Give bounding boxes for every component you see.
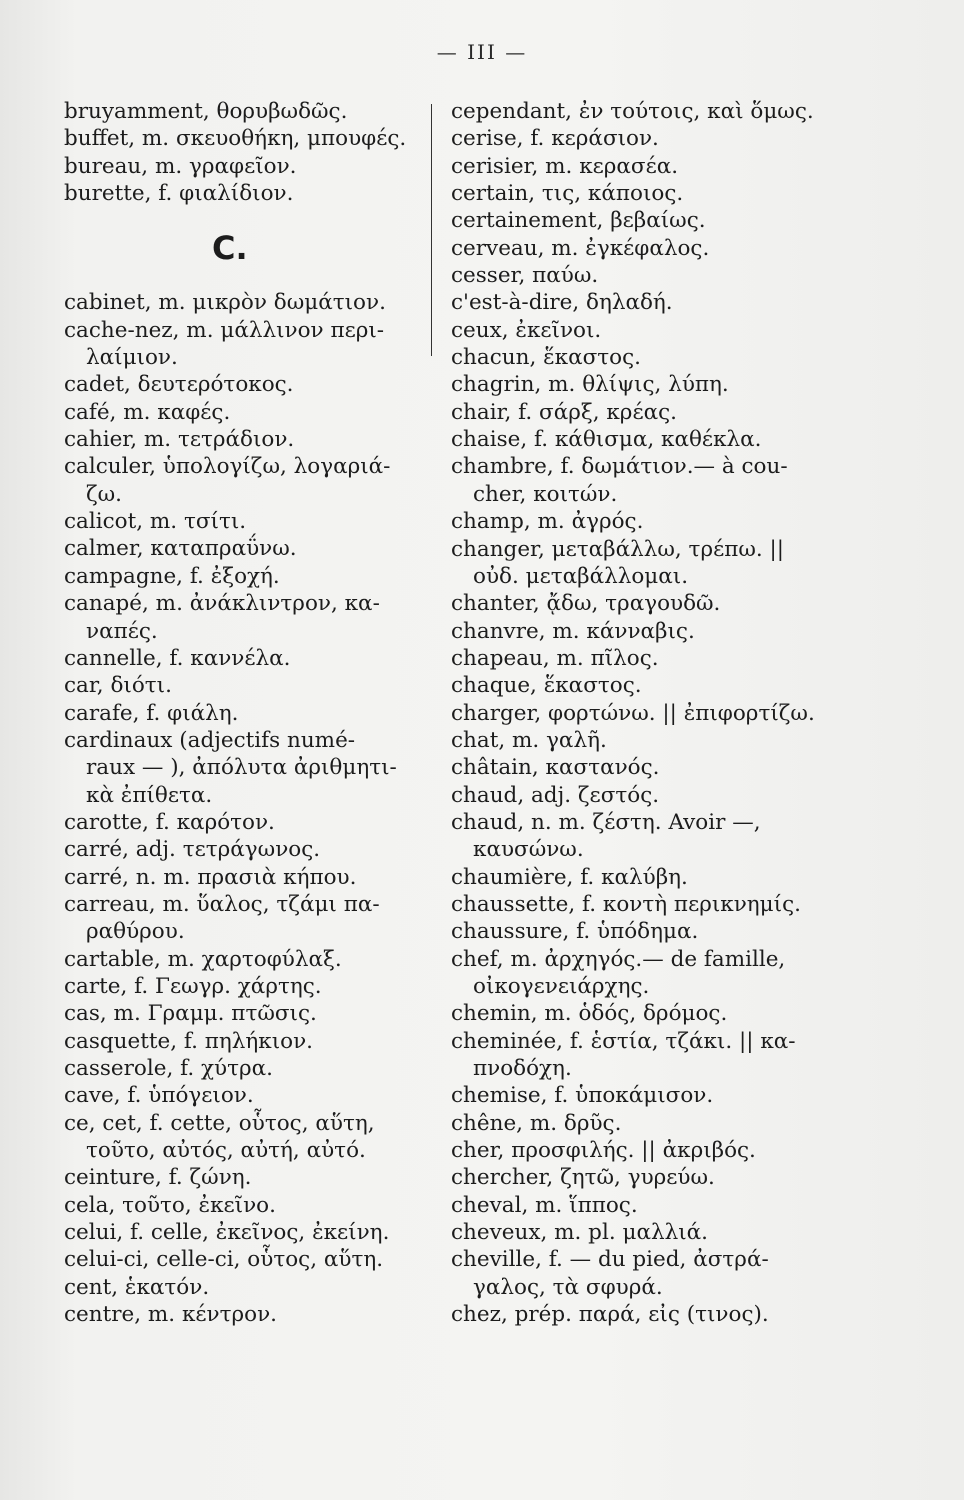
dictionary-entry-line: bruyamment, θορυβωδῶς. (64, 99, 348, 124)
dictionary-entry-line: chanvre, m. κάνναβις. (451, 618, 695, 644)
dictionary-entry-line: chez, prép. παρά, εἰς (τινος). (451, 1302, 769, 1328)
dictionary-entry-line: cave, f. ὑπόγειον. (64, 1083, 254, 1109)
dictionary-entry-line: celui, f. celle, ἐκεῖνος, ἐκείνη. (64, 1220, 390, 1246)
dictionary-entry-line: τοῦτο, αὐτός, αὐτή, αὐτό. (86, 1138, 366, 1164)
dictionary-entry-line: chanter, ᾄδω, τραγουδῶ. (451, 591, 721, 617)
dictionary-entry-line: chair, f. σάρξ, κρέας. (451, 399, 677, 425)
dictionary-entry-line: chat, m. γαλῆ. (451, 727, 607, 753)
dictionary-entry-line: ceinture, f. ζώνη. (64, 1165, 252, 1191)
dictionary-entry-line: cheval, m. ἵππος. (451, 1192, 638, 1218)
dictionary-entry-line: casquette, f. πηλήκιον. (64, 1028, 313, 1054)
dictionary-entry-line: chambre, f. δωμάτιον.— à cou- (451, 454, 788, 480)
dictionary-entry-line: cher, προσφιλής. || ἀκριβός. (451, 1138, 756, 1164)
dictionary-entry-line: calicot, m. τσίτι. (64, 509, 247, 535)
dictionary-entry-line: οἰκογενειάρχης. (473, 974, 650, 999)
dictionary-entry-line: cependant, ἐν τούτοις, καὶ ὅμως. (451, 99, 814, 124)
dictionary-entry-line: cerisier, m. κερασέα. (451, 153, 679, 179)
dictionary-entry-line: cas, m. Γραμμ. πτῶσις. (64, 1001, 317, 1027)
dictionary-entry-line: cheveux, m. pl. μαλλιά. (451, 1220, 709, 1246)
dictionary-entry-line: chaussette, f. κοντὴ περικνημίς. (451, 891, 801, 917)
dictionary-entry-line: cheville, f. — du pied, ἀστρά- (451, 1247, 769, 1273)
dictionary-entry-line: chêne, m. δρῦς. (451, 1110, 622, 1136)
dictionary-entry-line: buffet, m. σκευοθήκη, μπουφές. (64, 126, 407, 152)
dictionary-entry-line: chaud, adj. ζεστός. (451, 782, 660, 808)
dictionary-entry-line: carré, n. m. πρασιὰ κήπου. (64, 864, 357, 890)
dictionary-entry-line: ραθύρου. (86, 919, 185, 945)
dictionary-entry-line: calculer, ὑπολογίζω, λογαριά- (64, 454, 391, 480)
dictionary-entry-line: cheminée, f. ἑστία, τζάκι. || κα- (451, 1028, 796, 1054)
dictionary-entry-line: πνοδόχη. (473, 1056, 572, 1082)
dictionary-entry-line: centre, m. κέντρον. (64, 1302, 278, 1328)
dictionary-entry-line: châtain, καστανός. (451, 755, 660, 781)
dictionary-entry-line: changer, μεταβάλλω, τρέπω. || (451, 536, 785, 562)
dictionary-entry-line: chagrin, m. θλίψις, λύπη. (451, 372, 729, 398)
dictionary-entry-line: certainement, βεβαίως. (451, 208, 706, 234)
dictionary-entry-line: cadet, δευτερότοκος. (64, 372, 294, 398)
dictionary-entry-line: raux — ), ἀπόλυτα ἀριθμητι- (86, 755, 397, 781)
left-column (64, 98, 420, 1328)
dictionary-entry-line: cartable, m. χαρτοφύλαξ. (64, 946, 342, 972)
dictionary-entry-line: ce, cet, f. cette, οὗτος, αὕτη, (64, 1110, 375, 1136)
dictionary-entry-line: cannelle, f. καννέλα. (64, 645, 291, 671)
dictionary-entry-line: chef, m. ἀρχηγός.— de famille, (451, 946, 786, 972)
section-letter: C. (212, 229, 248, 268)
dictionary-entry-line: cardinaux (adjectifs numé- (64, 727, 356, 753)
dictionary-entry-line: campagne, f. ἐξοχή. (64, 563, 280, 589)
dictionary-entry-line: canapé, m. ἀνάκλιντρον, κα- (64, 591, 380, 617)
dictionary-entry-line: chapeau, m. πῖλος. (451, 645, 659, 671)
dictionary-entry-line: γαλος, τὰ σφυρά. (473, 1274, 663, 1300)
dictionary-entry-line: charger, φορτώνω. || ἐπιφορτίζω. (451, 700, 815, 726)
dictionary-entry-line: ceux, ἐκεῖνοι. (451, 317, 602, 343)
dictionary-entry-line: burette, f. φιαλίδιον. (64, 181, 294, 207)
dictionary-entry-line: chemise, f. ὑποκάμισον. (451, 1083, 714, 1109)
dictionary-entry-line: cabinet, m. μικρὸν δωμάτιον. (64, 290, 386, 316)
dictionary-entry-line: cerveau, m. ἐγκέφαλος. (451, 235, 710, 261)
dictionary-entry-line: car, διότι. (64, 673, 172, 699)
dictionary-entry-line: cent, ἑκατόν. (64, 1274, 210, 1300)
dictionary-entry-line: cela, τοῦτο, ἐκεῖνο. (64, 1192, 276, 1218)
dictionary-entry-line: café, m. καφές. (64, 399, 231, 425)
dictionary-entry-line: cahier, m. τετράδιον. (64, 427, 295, 453)
dictionary-entry-line: carafe, f. φιάλη. (64, 700, 239, 726)
dictionary-entry-line: cesser, παύω. (451, 263, 599, 289)
dictionary-entry-line: celui-ci, celle-ci, οὗτος, αὕτη. (64, 1247, 384, 1273)
dictionary-entry-line: chaussure, f. ὑπόδημα. (451, 919, 699, 945)
dictionary-entry-line: λαίμιον. (86, 345, 178, 371)
dictionary-entry-line: κὰ ἐπίθετα. (86, 782, 213, 808)
dictionary-entry-line: οὐδ. μεταβάλλομαι. (473, 563, 689, 589)
dictionary-entry-line: carte, f. Γεωγρ. χάρτης. (64, 973, 322, 999)
dictionary-entry-line: chaise, f. κάθισμα, καθέκλα. (451, 427, 762, 453)
dictionary-entry-line: certain, τις, κάποιος. (451, 181, 684, 207)
right-column (451, 98, 821, 1328)
dictionary-entry-line: chaumière, f. καλύβη. (451, 864, 688, 890)
page-number: — III — (436, 40, 528, 64)
dictionary-entry-line: carreau, m. ὕαλος, τζάμι πα- (64, 891, 380, 917)
dictionary-entry-line: chacun, ἕκαστος. (451, 345, 641, 371)
dictionary-entry-line: champ, m. ἀγρός. (451, 509, 644, 535)
column-divider (431, 104, 432, 356)
dictionary-entry-line: ναπές. (86, 618, 158, 644)
dictionary-entry-line: cerise, f. κεράσιον. (451, 126, 659, 152)
dictionary-entry-line: καυσώνω. (473, 837, 584, 863)
dictionary-entry-line: cache-nez, m. μάλλινον περι- (64, 317, 385, 343)
dictionary-entry-line: ζω. (86, 481, 123, 507)
dictionary-entry-line: cher, κοιτών. (473, 481, 618, 507)
dictionary-entry-line: chercher, ζητῶ, γυρεύω. (451, 1165, 715, 1191)
dictionary-entry-line: calmer, καταπραΰνω. (64, 536, 297, 562)
dictionary-entry-line: bureau, m. γραφεῖον. (64, 153, 297, 179)
dictionary-entry-line: carotte, f. καρότον. (64, 809, 275, 835)
dictionary-entry-line: carré, adj. τετράγωνος. (64, 837, 321, 863)
dictionary-entry-line: chemin, m. ὁδός, δρόμος. (451, 1001, 728, 1027)
dictionary-entry-line: chaud, n. m. ζέστη. Avoir —, (451, 809, 761, 835)
dictionary-entry-line: chaque, ἕκαστος. (451, 673, 642, 699)
dictionary-entry-line: casserole, f. χύτρα. (64, 1056, 273, 1081)
dictionary-entry-line: c'est-à-dire, δηλαδή. (451, 290, 673, 316)
